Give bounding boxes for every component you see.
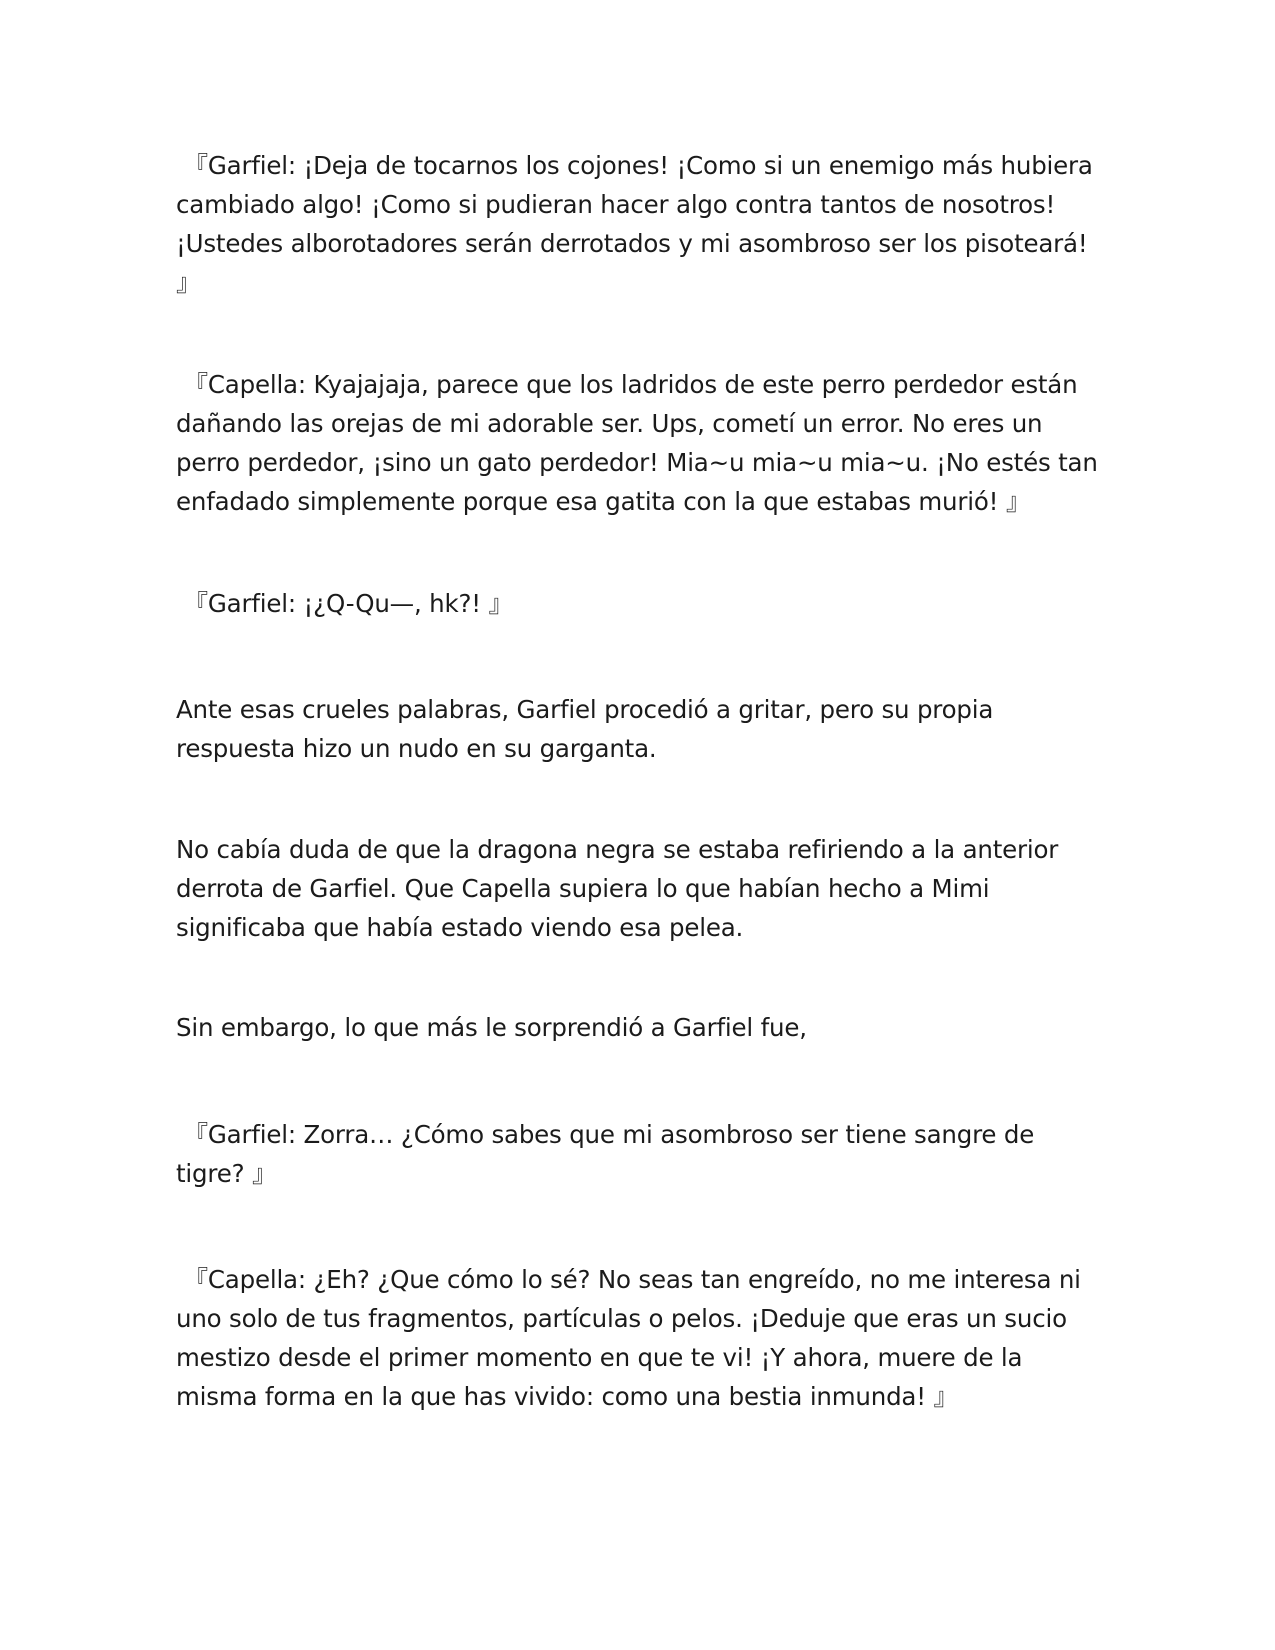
paragraph-capella-2: 『Capella: ¿Eh? ¿Que cómo lo sé? No seas tan engreído, no me interesa ni uno solo de tus fragmentos, partículas o pelos. ¡Deduje que eras un sucio mestizo desde el primer momento en que te vi! ¡Y ahora, muere de la misma forma en la que has vivido: como una bestia inmunda! 』	[176, 1265, 1081, 1411]
paragraph-garfiel-3: 『Garfiel: Zorra… ¿Cómo sabes que mi asombroso ser tiene sangre de tigre? 』	[176, 1120, 1035, 1188]
paragraph-narration-3: Sin embargo, lo que más le sorprendió a Garfiel fue,	[176, 1013, 807, 1042]
paragraph-garfiel-2: 『Garfiel: ¡¿Q-Qu—, hk?! 』	[176, 589, 513, 618]
paragraph-narration-2: No cabía duda de que la dragona negra se estaba refiriendo a la anterior derrota de Garfiel. Que Capella supiera lo que habían hecho a Mimi significaba que había estado viendo esa pelea.	[176, 835, 1059, 942]
paragraph-garfiel-1: 『Garfiel: ¡Deja de tocarnos los cojones! ¡Como si un enemigo más hubiera cambiado algo! ¡Como si pudieran hacer algo contra tantos de nosotros! ¡Ustedes alborotadores serán derrotados y mi asombroso ser los pisoteará! 』	[176, 151, 1093, 297]
paragraph-capella-1: 『Capella: Kyajajaja, parece que los ladridos de este perro perdedor están dañando las orejas de mi adorable ser. Ups, cometí un error. No eres un perro perdedor, ¡sino un gato perdedor! Mia~u mia~u mia~u. ¡No estés tan enfadado simplemente porque esa gatita con la que estabas murió! 』	[176, 370, 1098, 516]
paragraph-narration-1: Ante esas crueles palabras, Garfiel procedió a gritar, pero su propia respuesta hizo un nudo en su garganta.	[176, 695, 994, 763]
